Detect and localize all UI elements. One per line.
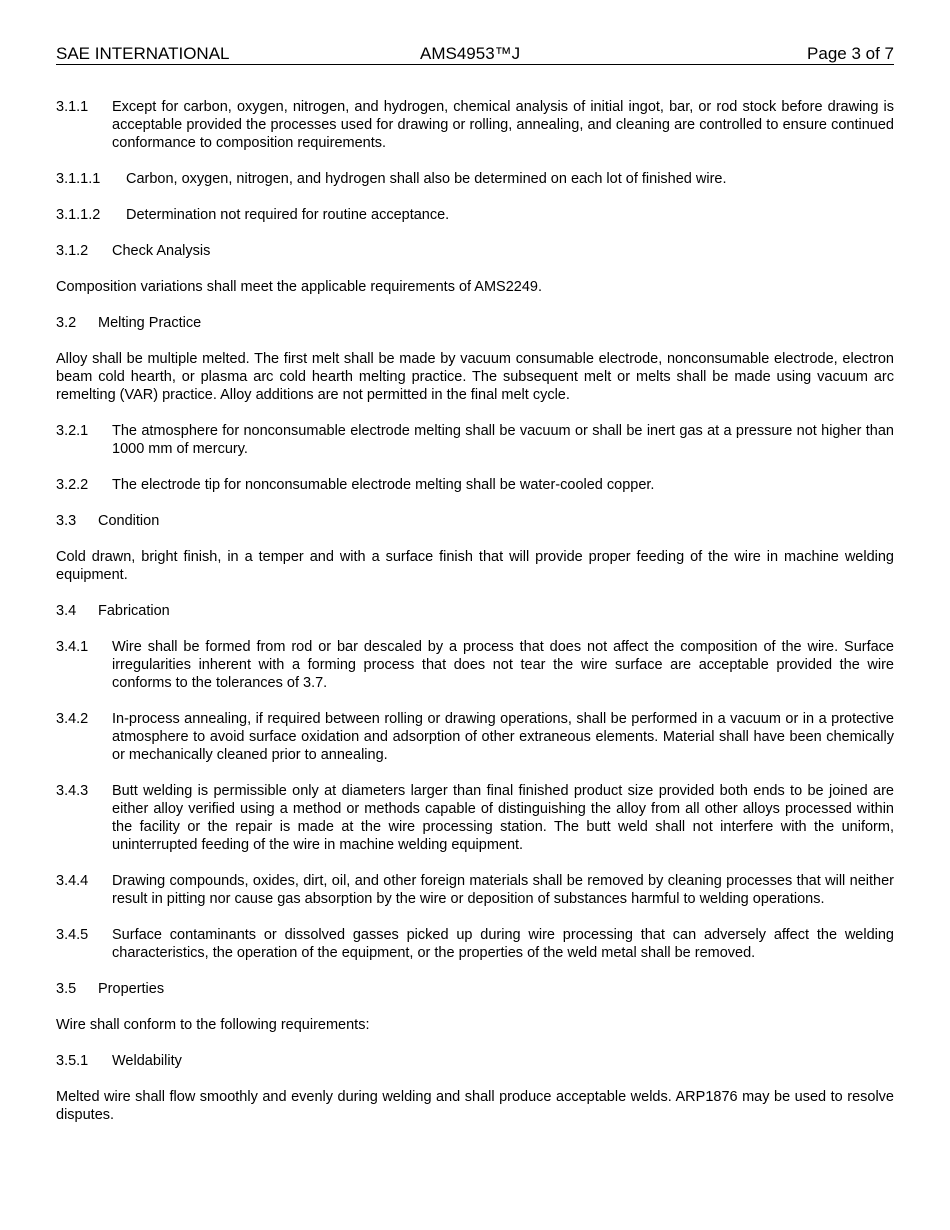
section-3-4-heading <box>56 602 894 620</box>
section-number: 3.4.5 <box>56 927 89 943</box>
section-number: 3.5 <box>56 981 77 997</box>
header-org: SAE INTERNATIONAL <box>56 44 230 63</box>
paragraph: Alloy shall be multiple melted. The first melt shall be made by vacuum consumable electrode, nonconsumable electrode, electron beam cold hearth, or plasma arc cold hearth melting practice. The subsequent melt or melts shall be made using vacuum arc remelting (VAR) practice. Alloy additions are not permitted in the final melt cycle. <box>56 351 894 403</box>
header-doc-id: AMS4953™J <box>420 44 521 63</box>
section-text: Determination not required for routine acceptance. <box>126 207 450 223</box>
document-body <box>56 98 894 1142</box>
section-3-2-1 <box>56 422 894 458</box>
section-heading: Melting Practice <box>98 315 202 331</box>
section-heading: Condition <box>98 513 160 529</box>
section-number: 3.4.3 <box>56 783 89 799</box>
section-number: 3.2 <box>56 315 77 331</box>
section-3-4-2 <box>56 710 894 764</box>
paragraph: Cold drawn, bright finish, in a temper and with a surface finish that will provide proper feeding of the wire in machine welding equipment. <box>56 549 894 583</box>
section-heading: Fabrication <box>98 603 170 619</box>
section-number: 3.5.1 <box>56 1053 89 1069</box>
section-3-2-heading <box>56 314 894 332</box>
section-number: 3.4.1 <box>56 639 89 655</box>
paragraph: Wire shall conform to the following requirements: <box>56 1017 370 1033</box>
section-heading: Weldability <box>112 1053 182 1069</box>
paragraph: Melted wire shall flow smoothly and evenly during welding and shall produce acceptable welds. ARP1876 may be used to resolve disputes. <box>56 1089 894 1123</box>
paragraph: Composition variations shall meet the applicable requirements of AMS2249. <box>56 279 543 295</box>
section-3-4-3 <box>56 782 894 854</box>
section-3-4-4 <box>56 872 894 908</box>
section-number: 3.2.1 <box>56 423 89 439</box>
section-3-4-5 <box>56 926 894 962</box>
section-number: 3.4.4 <box>56 873 89 889</box>
section-text: The atmosphere for nonconsumable electrode melting shall be vacuum or shall be inert gas at a pressure not higher than 1000 mm of mercury. <box>112 423 894 457</box>
section-number: 3.2.2 <box>56 477 89 493</box>
section-3-3-heading <box>56 512 894 530</box>
section-text: Except for carbon, oxygen, nitrogen, and hydrogen, chemical analysis of initial ingot, bar, or rod stock before drawing is acceptable provided the processes used for drawing or rolling, annealing, and cleaning are controlled to ensure continued conformance to composition requirements. <box>112 99 894 151</box>
section-number: 3.1.1 <box>56 99 89 115</box>
section-3-1-2-heading <box>56 242 894 260</box>
section-text: Drawing compounds, oxides, dirt, oil, and other foreign materials shall be removed by cleaning processes that will neither result in pitting nor cause gas absorption by the wire or deposition of substances harmful to welding operations. <box>112 873 894 907</box>
section-text: The electrode tip for nonconsumable electrode melting shall be water-cooled copper. <box>112 477 655 493</box>
section-text: In-process annealing, if required between rolling or drawing operations, shall be performed in a vacuum or in a protective atmosphere to avoid surface oxidation and adsorption of other extraneous elements. Material shall have been chemically or mechanically cleaned prior to annealing. <box>112 711 894 763</box>
section-3-1-1-1 <box>56 170 894 188</box>
section-heading: Check Analysis <box>112 243 211 259</box>
section-text: Butt welding is permissible only at diameters larger than final finished product size provided both ends to be joined are either alloy verified using a method or methods capable of distinguishing the alloy from all other alloys processed within the facility or the repair is made at the wire processing station. The butt weld shall not interfere with the uniform, uninterrupted feeding of the wire in machine welding equipment. <box>112 783 894 853</box>
section-heading: Properties <box>98 981 165 997</box>
section-number: 3.3 <box>56 513 77 529</box>
section-number: 3.1.1.1 <box>56 171 101 187</box>
section-text: Wire shall be formed from rod or bar descaled by a process that does not affect the composition of the wire. Surface irregularities inherent with a forming process that does not tear the wire surface are acceptable provided the wire conforms to the tolerances of 3.7. <box>112 639 894 691</box>
section-3-5-heading <box>56 980 894 998</box>
section-3-1-1-2 <box>56 206 894 224</box>
section-3-5-1-heading <box>56 1052 894 1070</box>
section-text: Carbon, oxygen, nitrogen, and hydrogen shall also be determined on each lot of finished wire. <box>126 171 727 187</box>
section-3-4-1 <box>56 638 894 692</box>
section-number: 3.1.1.2 <box>56 207 101 223</box>
section-3-1-1 <box>56 98 894 152</box>
section-number: 3.1.2 <box>56 243 89 259</box>
page-header <box>56 44 894 65</box>
section-3-2-2 <box>56 476 894 494</box>
section-text: Surface contaminants or dissolved gasses picked up during wire processing that can adversely affect the welding characteristics, the operation of the equipment, or the properties of the weld metal shall be removed. <box>112 927 894 961</box>
section-number: 3.4.2 <box>56 711 89 727</box>
header-page-number: Page 3 of 7 <box>807 44 894 63</box>
section-number: 3.4 <box>56 603 77 619</box>
